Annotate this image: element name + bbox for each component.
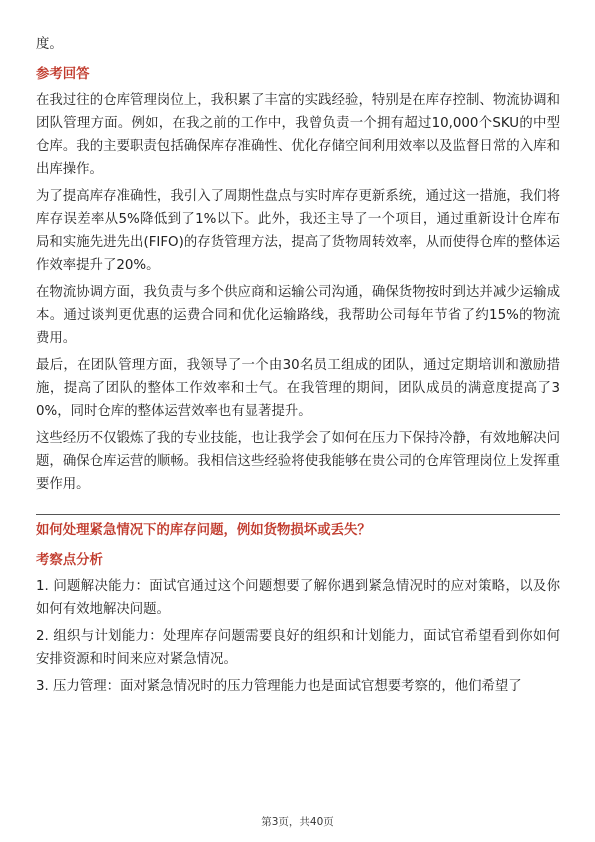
answer-paragraph: 在我过往的仓库管理岗位上，我积累了丰富的实践经验，特别是在库存控制、物流协调和团队管理方面。例如，在我之前的工作中，我曾负责一个拥有超过10,000个SKU的中型仓库。我的主要职责包括确保库存准确性、优化存储空间利用效率以及监督日常的入库和出库操作。 [36, 93, 560, 177]
answer-paragraph: 在物流协调方面，我负责与多个供应商和运输公司沟通，确保货物按时到达并减少运输成本。通过谈判更优惠的运费合同和优化运输路线，我帮助公司每年节省了约15%的物流费用。 [36, 285, 560, 346]
analysis-item: 1. 问题解决能力：面试官通过这个问题想要了解你遇到紧急情况时的应对策略，以及你如何有效地解决问题。 [36, 579, 560, 617]
section-divider [36, 514, 560, 515]
answer-paragraph: 为了提高库存准确性，我引入了周期性盘点与实时库存更新系统，通过这一措施，我们将库存误差率从5%降低到了1%以下。此外，我还主导了一个项目，通过重新设计仓库布局和实施先进先出(FIFO)的存货管理方法，提高了货物周转效率，从而使得仓库的整体运作效率提升了20%。 [36, 189, 560, 273]
answer-paragraph: 这些经历不仅锻炼了我的专业技能，也让我学会了如何在压力下保持冷静，有效地解决问题，确保仓库运营的顺畅。我相信这些经验将使我能够在贵公司的仓库管理岗位上发挥重要作用。 [36, 431, 560, 492]
analysis-item: 2. 组织与计划能力：处理库存问题需要良好的组织和计划能力，面试官希望看到你如何安排资源和时间来应对紧急情况。 [36, 629, 560, 667]
analysis-item: 3. 压力管理：面对紧急情况时的压力管理能力也是面试官想要考察的，他们希望了 [36, 679, 522, 694]
continued-text: 度。 [36, 37, 63, 52]
question-title: 如何处理紧急情况下的库存问题，例如货物损坏或丢失？ [36, 523, 371, 538]
page-number-footer: 第3页，共40页 [261, 816, 334, 828]
analysis-header: 考察点分析 [36, 553, 103, 568]
page-content [36, 33, 560, 702]
answer-paragraph: 最后，在团队管理方面，我领导了一个由30名员工组成的团队，通过定期培训和激励措施，提高了团队的整体工作效率和士气。在我管理的期间，团队成员的满意度提高了30%，同时仓库的整体运营效率也有显著提升。 [36, 358, 560, 419]
answer-header: 参考回答 [36, 67, 90, 82]
